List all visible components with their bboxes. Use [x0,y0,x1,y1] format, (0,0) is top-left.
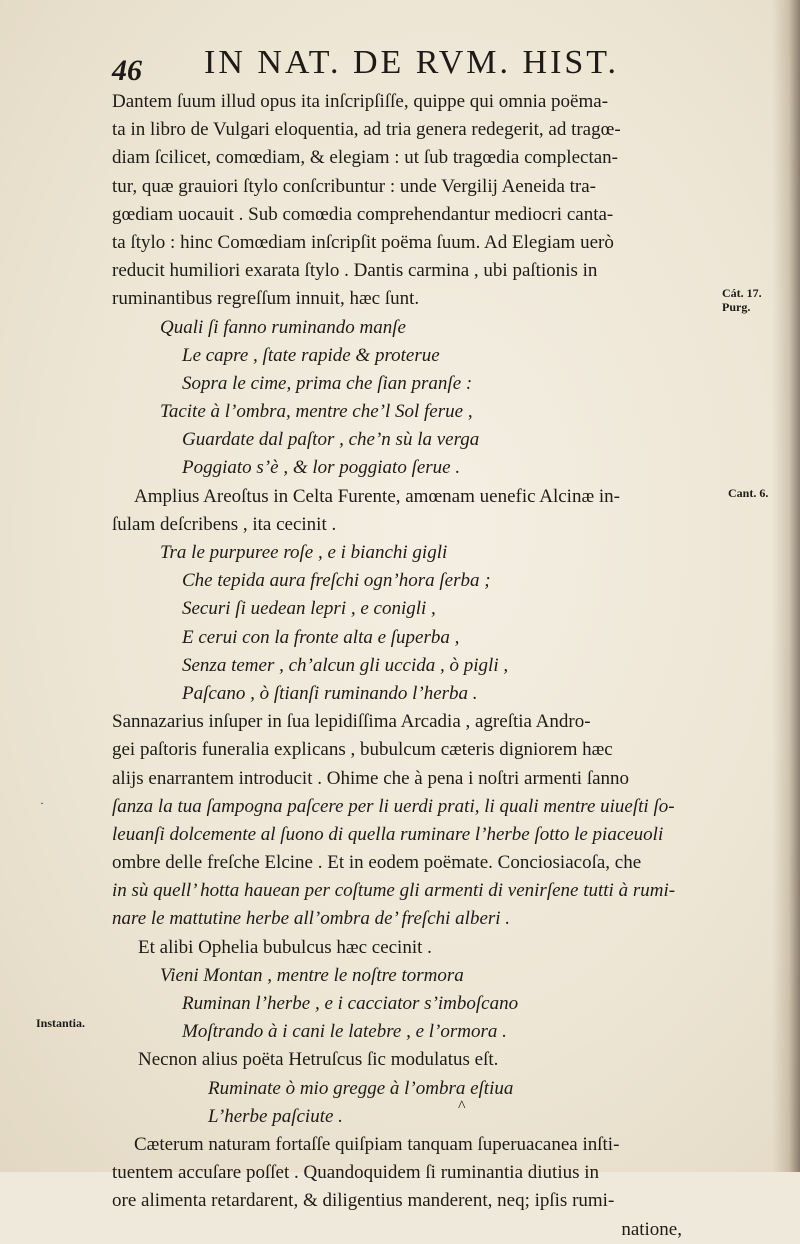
text-line: Sopra le cime, prima che ſian pranſe : [182,372,473,394]
text-line: Quali ſi fanno ruminando manſe [160,316,406,338]
margin-note-cant-17-line2: Purg. [722,300,751,314]
text-line: Cæterum naturam fortaſſe quiſpiam tanquam ſuperuacanea inſti- [134,1133,620,1155]
margin-note-cant-17 [722,286,762,314]
text-line: ta ſtylo : hinc Comœdiam inſcripſit poëma ſuum. Ad Elegiam uerò [112,231,614,253]
text-line: Dantem ſuum illud opus ita inſcripſiſſe, quippe qui omnia poëma- [112,91,609,112]
text-line: Moſtrando à i cani le latebre , e l’ormora . [182,1021,507,1043]
text-line: gœdiam uocauit . Sub comœdia comprehendantur mediocri canta- [112,203,614,225]
text-line: L’herbe paſciute . [208,1105,343,1127]
text-line: Senza temer , ch’alcun gli uccida , ò pigli , [182,654,509,676]
text-line: E cerui con la fronte alta e ſuperba , [182,626,460,648]
text-line: ore alimenta retardarent, & diligentius manderent, neq; ipſis rumi- [112,1190,615,1212]
text-line: diam ſcilicet, comœdiam, & elegiam : ut ſub tragœdia complectan- [112,147,618,169]
text-line: Amplius Areoſtus in Celta Furente, amœnam uenefic Alcinæ in- [134,485,620,507]
text-line: Necnon alius poëta Hetruſcus ſic modulatus eſt. [138,1049,499,1071]
text-line: in sù quell’ hotta hauean per coſtume gli armenti di venirſene tutti à rumi- [112,880,676,902]
margin-note-cant-17-line1: Cát. 17. [722,286,762,300]
text-line: alijs enarrantem introducit . Ohime che à pena i noſtri armenti ſanno [112,767,630,789]
text-line: Tacite à l’ombra, mentre che’l Sol ferue , [160,401,473,423]
text-line: Tra le purpuree roſe , e i bianchi gigli [160,542,448,563]
text-line: Ruminan l’herbe , e i cacciator s’imboſcano [182,993,519,1014]
text-line: ſulam deſcribens , ita cecinit . [112,513,337,535]
text-line: nare le mattutine herbe all’ombra de’ freſchi alberi . [112,908,511,930]
text-line: leuanſi dolcemente al ſuono di quella ruminare l’herbe ſotto le piaceuoli [112,823,664,845]
text-line: natione, [621,1218,682,1240]
text-line: Che tepida aura freſchi ogn’hora ſerba ; [182,570,491,592]
text-line: Et alibi Ophelia bubulcus hæc cecinit . [138,936,432,958]
text-line: Securi ſi uedean lepri , e conigli , [182,598,436,620]
running-head: IN NAT. DE RVM. HIST. [204,44,620,81]
text-line: reducit humiliori exarata ſtylo . Dantis carmina , ubi paſtionis in [112,260,598,282]
text-line: tuentem accuſare poſſet . Quandoquidem ſi ruminantia diutius in [112,1162,600,1184]
text-line: ruminantibus regreſſum innuit, hæc ſunt. [112,288,420,310]
body-text [112,88,712,1244]
text-line: Poggiato s’è , & lor poggiato ſerue . [182,457,461,479]
page-number: 46 [112,54,142,87]
text-line: ombre delle freſche Elcine . Et in eodem poëmate. Conciosiacoſa, che [112,852,642,874]
catchword-mark: ^ [458,1098,466,1115]
text-line: tur, quæ grauiori ſtylo conſcribuntur : unde Vergilij Aeneida tra- [112,175,596,197]
book-spine-shadow [772,0,800,1172]
text-line: Le capre , ſtate rapide & proterue [182,344,440,366]
text-line: ſanza la tua ſampogna paſcere per li uerdi prati, li quali mentre uiueſti ſo- [112,795,675,817]
text-line: Paſcano , ò ſtianſi ruminando l’herba . [182,682,478,704]
text-line: Sannazarius inſuper in ſua lepidiſſima Arcadia , agreſtia Andro- [112,711,591,733]
margin-note-instantia: Instantia. [36,1016,86,1030]
text-line: Vieni Montan , mentre le noſtre tormora [160,964,464,986]
text-line: Guardate dal paſtor , che’n sù la verga [182,429,480,451]
page-header [112,44,672,92]
margin-note-cant-6: Cant. 6. [728,486,769,500]
text-line: Ruminate ò mio gregge à l’ombra eſtiua [208,1077,514,1099]
text-line: gei paſtoris funeralia explicans , bubulcum cæteris digniorem hæc [112,739,613,761]
text-line: ta in libro de Vulgari eloquentia, ad tria genera redegerit, ad tragœ- [112,119,621,141]
ink-speck: · [40,796,44,810]
